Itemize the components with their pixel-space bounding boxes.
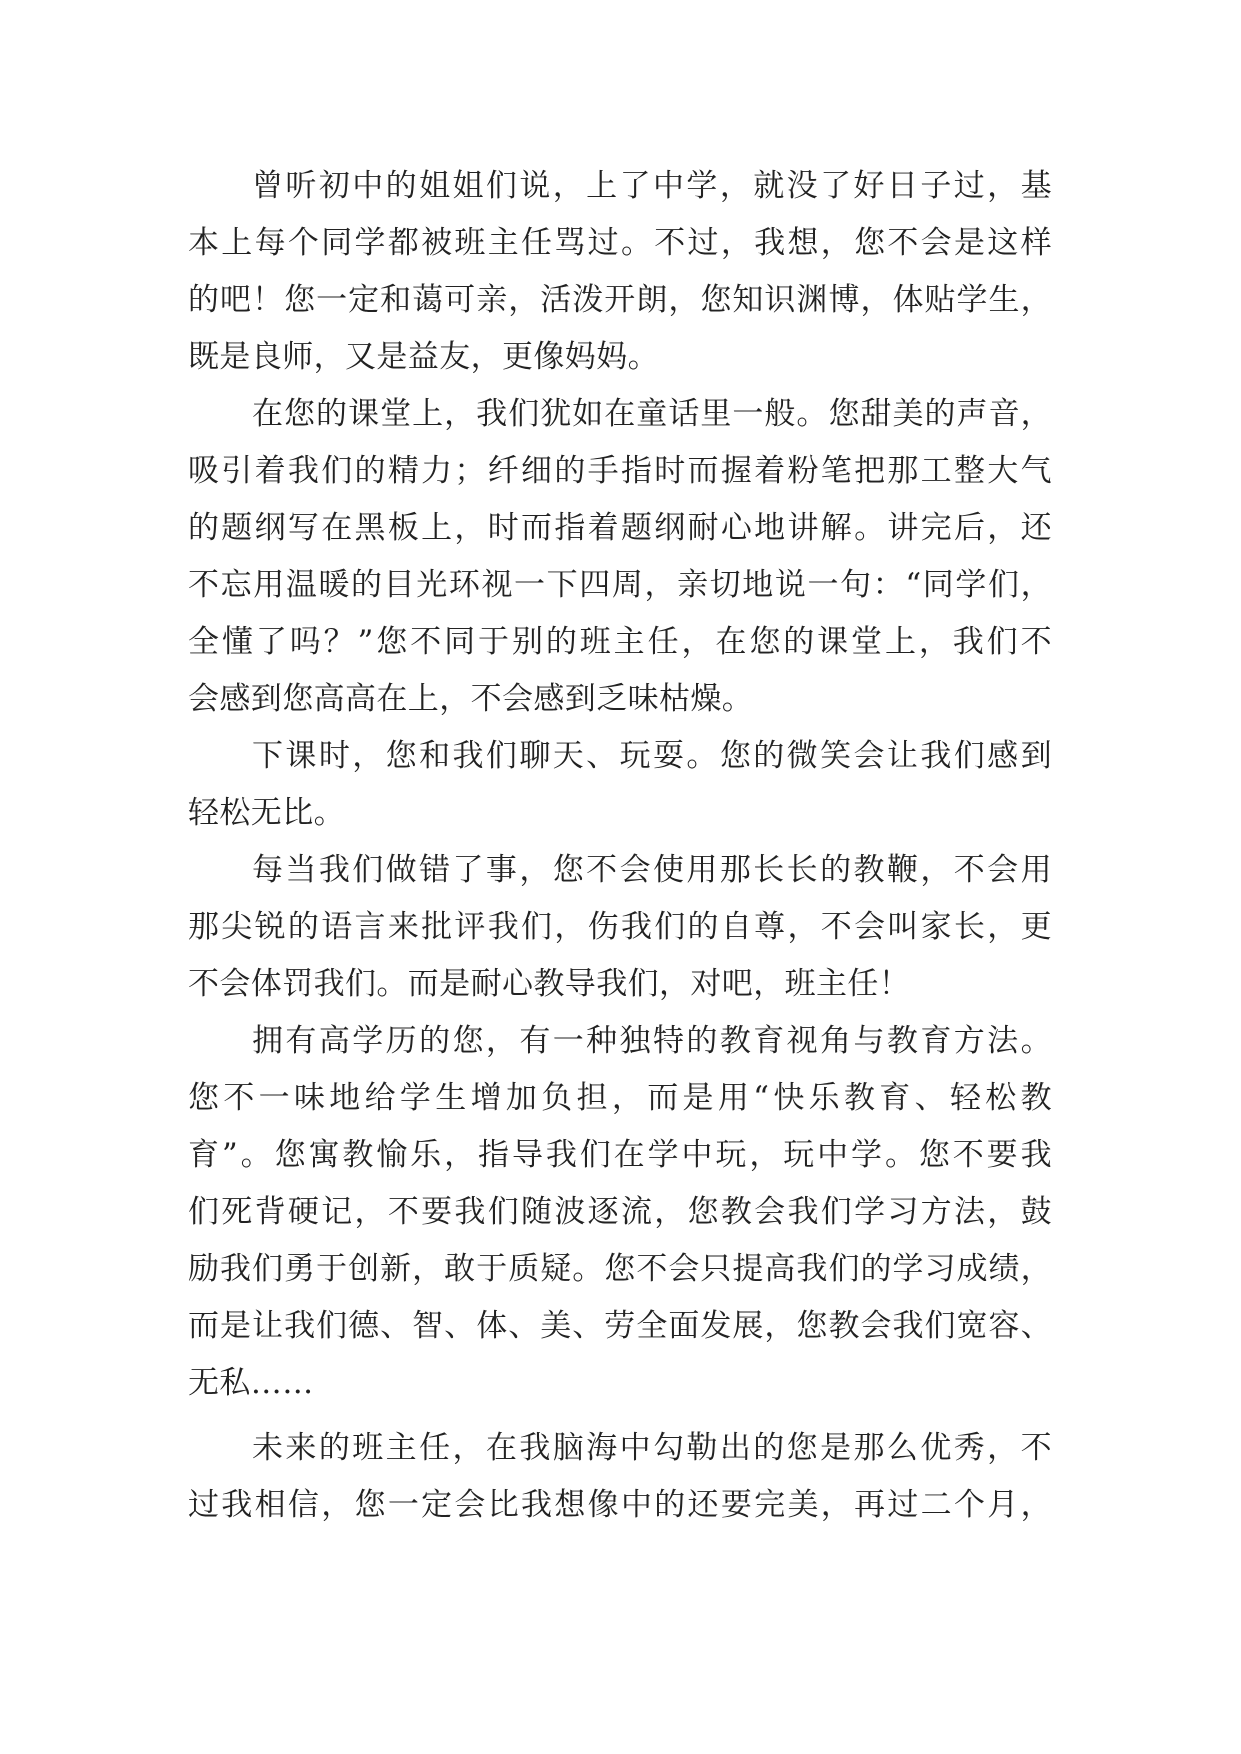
text-line: 吸引着我们的精力；纤细的手指时而握着粉笔把那工整大气 <box>188 453 1052 489</box>
text-line: 那尖锐的语言来批评我们，伤我们的自尊，不会叫家长，更 <box>188 909 1052 945</box>
text-line: 本上每个同学都被班主任骂过。不过，我想，您不会是这样 <box>188 225 1052 261</box>
text-line: 未来的班主任，在我脑海中勾勒出的您是那么优秀，不 <box>252 1430 1052 1466</box>
text-line: 励我们勇于创新，敢于质疑。您不会只提高我们的学习成绩， <box>188 1251 1052 1287</box>
text-line: 每当我们做错了事，您不会使用那长长的教鞭，不会用 <box>252 852 1052 888</box>
text-line: 曾听初中的姐姐们说，上了中学，就没了好日子过，基 <box>252 168 1052 204</box>
text-line: 过我相信，您一定会比我想像中的还要完美，再过二个月， <box>188 1487 1052 1523</box>
text-line: 会感到您高高在上，不会感到乏味枯燥。 <box>188 681 754 717</box>
text-line: 拥有高学历的您，有一种独特的教育视角与教育方法。 <box>252 1023 1052 1059</box>
paragraph-spacer <box>188 1412 1052 1420</box>
text-line: 们死背硬记，不要我们随波逐流，您教会我们学习方法，鼓 <box>188 1194 1052 1230</box>
text-line: 不会体罚我们。而是耐心教导我们，对吧，班主任！ <box>188 966 911 1002</box>
body-text <box>188 158 1052 1534</box>
text-line: 而是让我们德、智、体、美、劳全面发展，您教会我们宽容、 <box>188 1308 1052 1344</box>
text-line: 下课时，您和我们聊天、玩耍。您的微笑会让我们感到 <box>252 738 1052 774</box>
text-line: 全懂了吗？”您不同于别的班主任，在您的课堂上，我们不 <box>188 624 1052 660</box>
text-line: 的吧！您一定和蔼可亲，活泼开朗，您知识渊博，体贴学生， <box>188 282 1052 318</box>
text-line: 您不一味地给学生增加负担，而是用“快乐教育、轻松教 <box>188 1080 1052 1116</box>
text-line: 无私…… <box>188 1365 314 1401</box>
paragraph <box>188 728 1052 842</box>
text-line: 既是良师，又是益友，更像妈妈。 <box>188 339 659 375</box>
text-line: 育”。您寓教愉乐，指导我们在学中玩，玩中学。您不要我 <box>188 1137 1052 1173</box>
paragraph <box>188 1013 1052 1412</box>
paragraph <box>188 158 1052 386</box>
text-line: 的题纲写在黑板上，时而指着题纲耐心地讲解。讲完后，还 <box>188 510 1052 546</box>
text-line: 在您的课堂上，我们犹如在童话里一般。您甜美的声音， <box>252 396 1052 432</box>
paragraph <box>188 1420 1052 1534</box>
paragraph <box>188 842 1052 1013</box>
text-line: 轻松无比。 <box>188 795 345 831</box>
paragraph <box>188 386 1052 728</box>
text-line: 不忘用温暖的目光环视一下四周，亲切地说一句：“同学们， <box>188 567 1052 603</box>
